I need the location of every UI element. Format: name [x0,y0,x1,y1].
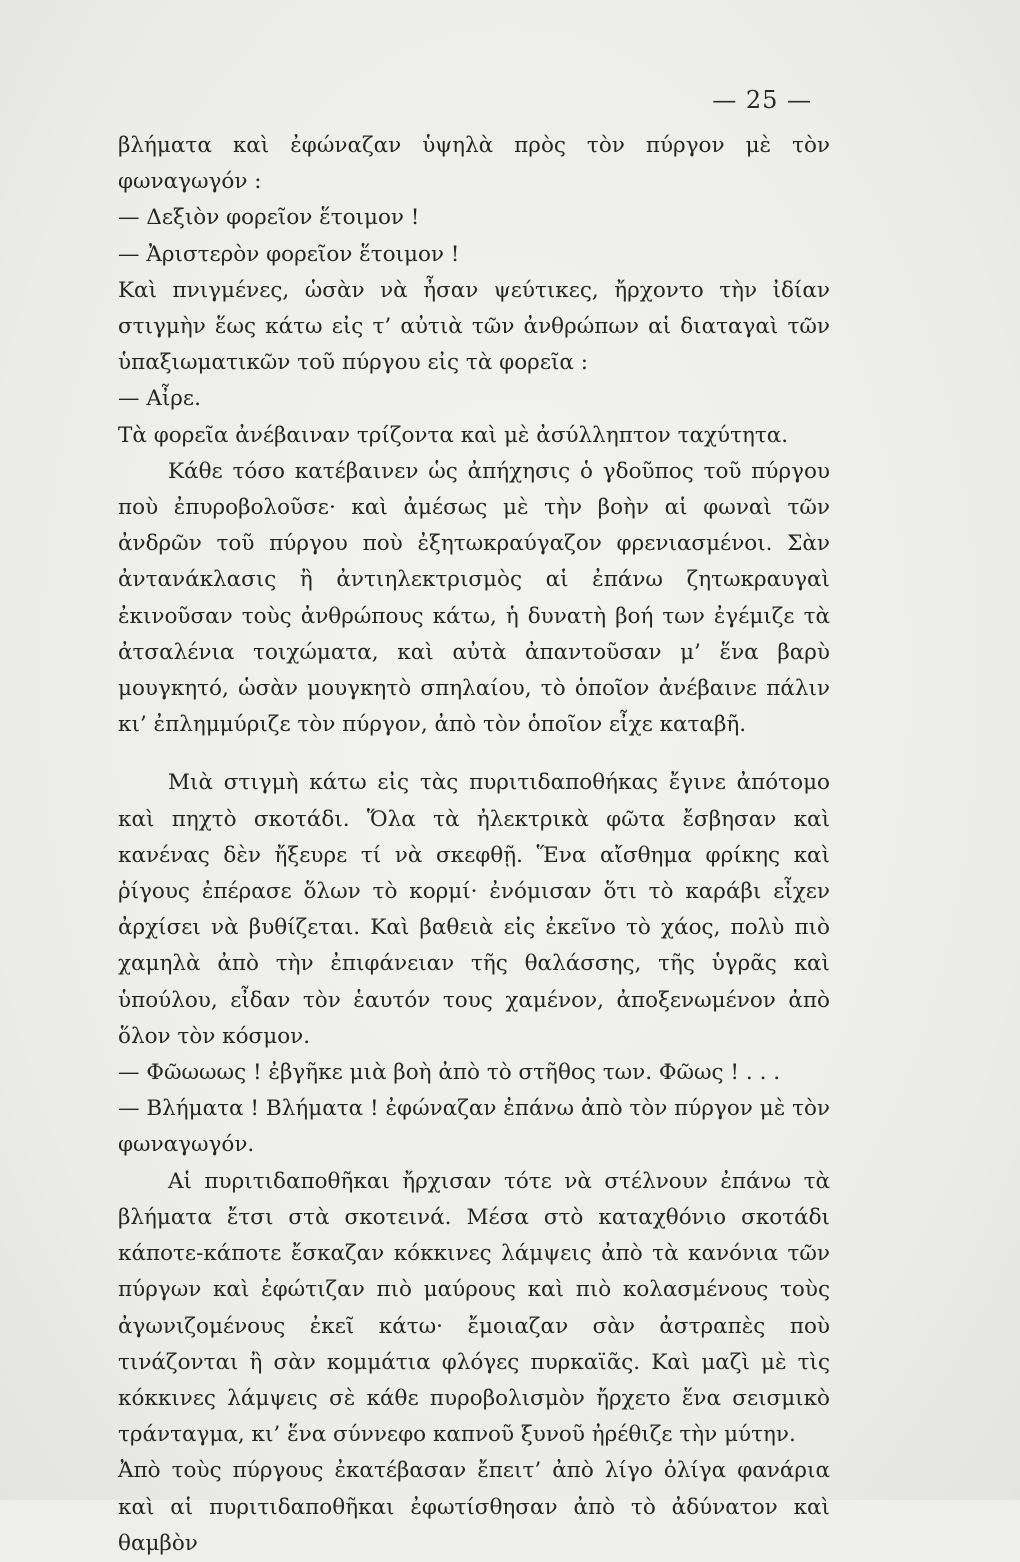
paragraph-12: Ἀπὸ τοὺς πύργους ἐκατέβασαν ἔπειτ’ ἀπὸ λίγο ὀλίγα φανάρια καὶ αἱ πυριτιδαποθῆκαι ἐφωτίσθησαν ἀπὸ τὸ ἀδύνατον καὶ θαμβὸν [118,1458,830,1556]
paragraph-3: — Ἀριστερὸν φορεῖον ἕτοιμον ! [118,241,460,267]
paragraph-1: βλήματα καὶ ἐφώναζαν ὑψηλὰ πρὸς τὸν πύργον μὲ τὸν φωναγωγόν : [118,133,830,195]
paragraph-6: Τὰ φορεῖα ἀνέβαιναν τρίζοντα καὶ μὲ ἀσύλληπτον ταχύτητα. [118,422,789,448]
paragraph-10: — Βλήματα ! Βλήματα ! ἐφώναζαν ἐπάνω ἀπὸ τὸν πύργον μὲ τὸν φωναγωγόν. [118,1096,830,1158]
page-number: — 25 — [712,86,812,114]
section-gap [118,743,830,765]
paragraph-11: Αἱ πυριτιδαποθῆκαι ἤρχισαν τότε νὰ στέλνουν ἐπάνω τὰ βλήματα ἔτσι στὰ σκοτεινά. Μέσα στὸ καταχθόνιο σκοτάδι κάποτε-κάποτε ἔσκαζαν κόκκινες λάμψεις ἀπὸ τὰ κανόνια τῶν πύργων καὶ ἐφώτιζαν πιὸ μαύρους καὶ πιὸ κολασμένους τοὺς ἀγωνιζομένους ἐκεῖ κάτω· ἔμοιαζαν σὰν ἀστραπὲς ποὺ τινάζονται ἢ σὰν κομμάτια φλόγες πυρκαϊᾶς. Καὶ μαζὶ μὲ τὶς κόκκινες λάμψεις σὲ κάθε πυροβολισμὸν ἤρχετο ἕνα σεισμικὸ τράνταγμα, κι’ ἕνα σύννεφο καπνοῦ ξυνοῦ ἠρέθιζε τὴν μύτην. [118,1168,830,1448]
paragraph-7: Κάθε τόσο κατέβαινεν ὡς ἀπήχησις ὁ γδοῦπος τοῦ πύργου ποὺ ἐπυροβολοῦσε· καὶ ἀμέσως μὲ τὴν βοὴν αἱ φωναὶ τῶν ἀνδρῶν τοῦ πύργου ποὺ ἐξητωκραύγαζον φρενιασμένοι. Σὰν ἀντανάκλασις ἢ ἀντιηλεκτρισμὸς αἱ ἐπάνω ζητωκραυγαὶ ἐκινοῦσαν τοὺς ἀνθρώπους κάτω, ἡ δυνατὴ βοή των ἐγέμιζε τὰ ἀτσαλένια τοιχώματα, καὶ αὐτὰ ἀπαντοῦσαν μ’ ἕνα βαρὺ μουγκητό, ὡσὰν μουγκητὸ σπηλαίου, τὸ ὁποῖον ἀνέβαινε πάλιν κι’ ἐπλημμύριζε τὸν πύργον, ἀπὸ τὸν ὁποῖον εἶχε καταβῆ. [118,458,830,738]
paragraph-2: — Δεξιὸν φορεῖον ἕτοιμον ! [118,205,420,231]
paragraph-5: — Αἶρε. [118,386,201,412]
paragraph-4: Καὶ πνιγμένες, ὡσὰν νὰ ἦσαν ψεύτικες, ἤρχοντο τὴν ἰδίαν στιγμὴν ἕως κάτω εἰς τ’ αὐτιὰ τῶν ἀνθρώπων αἱ διαταγαὶ τῶν ὑπαξιωματικῶν τοῦ πύργου εἰς τὰ φορεῖα : [118,277,830,376]
body-text [118,128,830,1562]
paragraph-8: Μιὰ στιγμὴ κάτω εἰς τὰς πυριτιδαποθήκας ἔγινε ἀπότομο καὶ πηχτὸ σκοτάδι. Ὅλα τὰ ἠλεκτρικὰ φῶτα ἔσβησαν καὶ κανένας δὲν ἤξευρε τί νὰ σκεφθῇ. Ἕνα αἴσθημα φρίκης καὶ ῥίγους ἐπέρασε ὅλων τὸ κορμί· ἐνόμισαν ὅτι τὸ καράβι εἶχεν ἀρχίσει νὰ βυθίζεται. Καὶ βαθειὰ εἰς ἐκεῖνο τὸ χάος, πολὺ πιὸ χαμηλὰ ἀπὸ τὴν ἐπιφάνειαν τῆς θαλάσσης, τῆς ὑγρᾶς καὶ ὑπούλου, εἶδαν τὸν ἑαυτόν τους χαμένον, ἀποξενωμένον ἀπὸ ὅλον τὸν κόσμον. [118,770,830,1049]
paragraph-9: — Φῶωωως ! ἐβγῆκε μιὰ βοὴ ἀπὸ τὸ στῆθος των. Φῶως ! . . . [118,1060,781,1086]
